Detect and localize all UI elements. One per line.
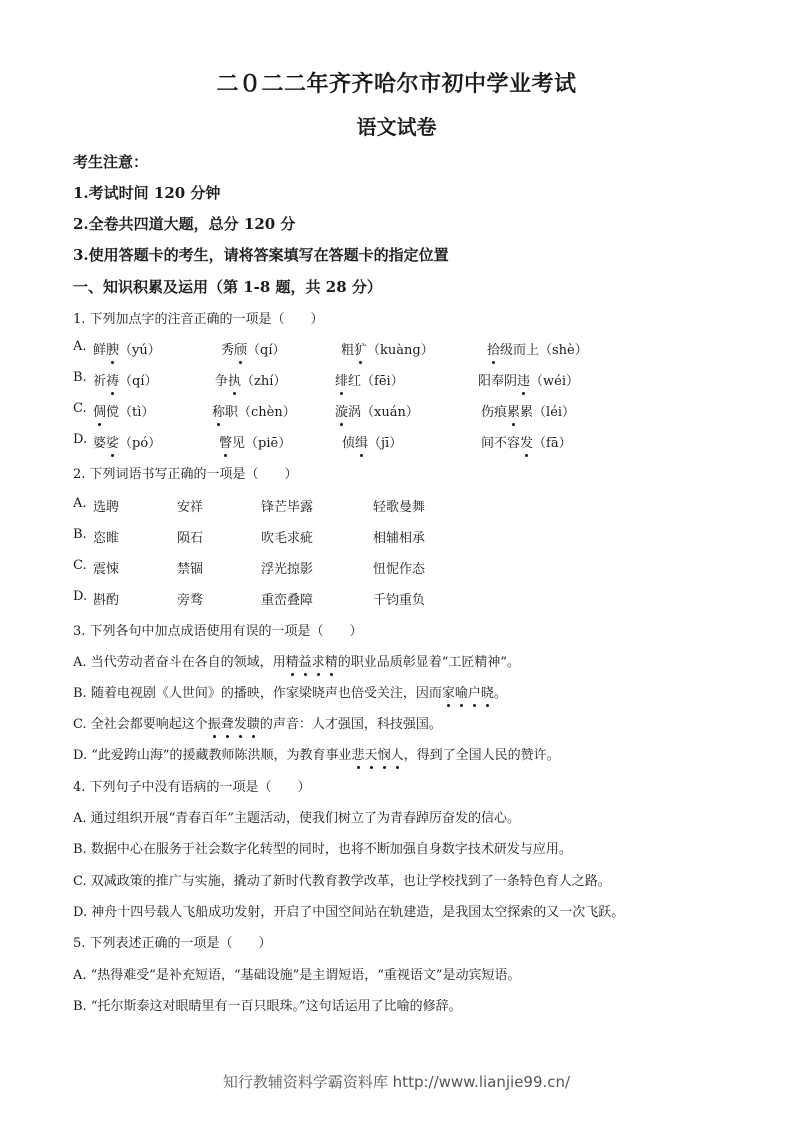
dotted-char: 缉: [355, 432, 368, 451]
question-4-stem: 4. 下列句子中没有语病的一项是（ ）: [73, 780, 311, 795]
dotted-char: 聋: [221, 713, 234, 732]
dotted-char: 悯: [378, 744, 391, 763]
dotted-char: 绯: [335, 370, 348, 389]
q3-option-c: C. 全社会都要响起这个振聋发聩的声音：人才强国，科技强国。: [73, 713, 442, 732]
dotted-char: 娑: [106, 432, 119, 451]
dotted-idiom: [442, 686, 494, 701]
dotted-char: 违: [517, 370, 530, 389]
q5-option-a: A. “热得难受”是补充短语，“基础设施”是主谓短语，“重视语文”是动宾短语。: [73, 968, 521, 983]
note-item: 1.考试时间 120 分钟: [73, 184, 221, 202]
dotted-idiom: [208, 717, 260, 732]
dotted-char: 执: [228, 370, 241, 389]
dotted-char: 天: [365, 744, 378, 763]
exam-page: 二０二二年齐齐哈尔市初中学业考试 语文试卷 考生注意： 1.考试时间 120 分钟 2.全卷共四道大题，总分 120 分 3.使用答题卡的考生，请将答案填写在答题卡的指定位置 一、知识积累及运用（第 1-8 题，共 28 分） 1. 下列加点字的注音正确的一项是（ ） A. 鲜腴（yú） 秀颀（qí） 粗犷（kuàng） 拾级而上（shè） B. 祈祷（qí） 争执（zhí） 绯红（fēi） 阳奉阴违（wéi） C. 倜傥（tì） 称职（chèn） 漩涡（xuán） 伤痕累累（léi） D. 婆娑（pó） 瞥见（piē） 侦缉（jī） 间不容发（fā） 2. 下列词语书写正确的一项是（ ） A. 选聘 安祥 锋芒毕露 轻歌曼舞 B. 恣睢 陨石 吹毛求疵 相辅相承 C. 震悚 禁锢 浮光掠影 忸怩作态 D. 斟酌 旁骛 重峦叠障 千钧重负 3. 下列各句中加点成语使用有误的一项是（ ） A. 当代劳动者奋斗在各自的领域，用精益求精的职业品质彰显着“工匠精神”。 B. 随着电视剧《人世间》的播映，作家梁晓声也倍受关注，因而家喻户晓。 C. 全社会都要响起这个振聋发聩的声音：人才强国，科技强国。 D. “此爱跨山海”的援藏教师陈洪顺，为教育事业悲天悯人，得到了全国人民的赞许。 4. 下列句子中没有语病的一项是（ ） A. 通过组织开展“青春百年”主题活动，使我们树立了为青春踔厉奋发的信心。 B. 数据中心在服务于社会数字化转型的同时，也将不断加强自身数字技术研发与应用。 C. 双减政策的推广与实施，撬动了新时代教育教学改革，也让学校找到了一条特色育人之路。 D. 神舟十四号载人飞船成功发射，开启了中国空间站在轨建造，是我国太空探索的又一次飞跃。 5. 下列表述正确的一项是（ ） A. “热得难受”是补充短语，“基础设施”是主谓短语，“重视语文”是动宾短语。 B. “托尔斯泰这对眼睛里有一百只眼珠。”这句话运用了比喻的修辞。 知行教辅资料学霸资料库 http://www.lianjie99.cn/: [0, 0, 793, 1122]
dotted-char: 腴: [106, 339, 119, 358]
dotted-char: 发: [234, 713, 247, 732]
notes-heading: 考生注意：: [73, 153, 149, 171]
q3-option-b: B. 随着电视剧《人世间》的播映，作家梁晓声也倍受关注，因而家喻户晓。: [73, 682, 507, 701]
page-title: 二０二二年齐齐哈尔市初中学业考试: [216, 71, 577, 97]
dotted-char: 户: [468, 682, 481, 701]
dotted-char: 振: [208, 713, 221, 732]
q4-option-c: C. 双减政策的推广与实施，撬动了新时代教育教学改革，也让学校找到了一条特色育人之路。: [73, 874, 611, 889]
page-subtitle: 语文试卷: [356, 115, 437, 139]
dotted-char: 人: [391, 744, 404, 763]
dotted-char: 犷: [354, 339, 367, 358]
dotted-char: 祷: [106, 370, 119, 389]
dotted-char: 拾: [487, 339, 500, 358]
dotted-char: 漩: [335, 401, 348, 420]
dotted-char: 瞥: [219, 432, 232, 451]
dotted-idiom: [352, 748, 404, 763]
footer-watermark: 知行教辅资料学霸资料库 http://www.lianjie99.cn/: [222, 1073, 571, 1091]
dotted-char: 晓: [481, 682, 494, 701]
dotted-char: 益: [299, 651, 312, 670]
q4-option-b: B. 数据中心在服务于社会数字化转型的同时，也将不断加强自身数字技术研发与应用。: [73, 842, 572, 857]
dotted-char: 发: [520, 432, 533, 451]
dotted-idiom: [286, 655, 338, 670]
dotted-char: 求: [312, 651, 325, 670]
note-item: 2.全卷共四道大题，总分 120 分: [73, 215, 296, 233]
dotted-char: 累: [507, 401, 520, 420]
dotted-char: 聩: [247, 713, 260, 732]
dotted-char: 喻: [455, 682, 468, 701]
note-item: 3.使用答题卡的考生，请将答案填写在答题卡的指定位置: [73, 246, 449, 264]
q5-option-b: B. “托尔斯泰这对眼睛里有一百只眼珠。”这句话运用了比喻的修辞。: [73, 999, 462, 1014]
dotted-char: 悲: [352, 744, 365, 763]
question-2-stem: 2. 下列词语书写正确的一项是（ ）: [73, 467, 298, 482]
dotted-char: 倜: [93, 401, 106, 420]
dotted-char: 精: [286, 651, 299, 670]
q4-option-a: A. 通过组织开展“青春百年”主题活动，使我们树立了为青春踔厉奋发的信心。: [73, 811, 520, 826]
dotted-char: 称: [212, 401, 225, 420]
dotted-char: 精: [325, 651, 338, 670]
dotted-char: 颀: [234, 339, 247, 358]
question-5-stem: 5. 下列表述正确的一项是（ ）: [73, 936, 272, 951]
question-1-stem: 1. 下列加点字的注音正确的一项是（ ）: [73, 312, 324, 327]
section-heading: 一、知识积累及运用（第 1-8 题，共 28 分）: [73, 278, 382, 296]
q3-option-d: D. “此爱跨山海”的援藏教师陈洪顺，为教育事业悲天悯人，得到了全国人民的赞许。: [73, 744, 560, 763]
dotted-char: 家: [442, 682, 455, 701]
q3-option-a: A. 当代劳动者奋斗在各自的领域，用精益求精的职业品质彰显着“工匠精神”。: [73, 651, 520, 670]
q4-option-d: D. 神舟十四号载人飞船成功发射，开启了中国空间站在轨建造，是我国太空探索的又一次飞跃。: [73, 905, 625, 920]
question-3-stem: 3. 下列各句中加点成语使用有误的一项是（ ）: [73, 624, 363, 639]
